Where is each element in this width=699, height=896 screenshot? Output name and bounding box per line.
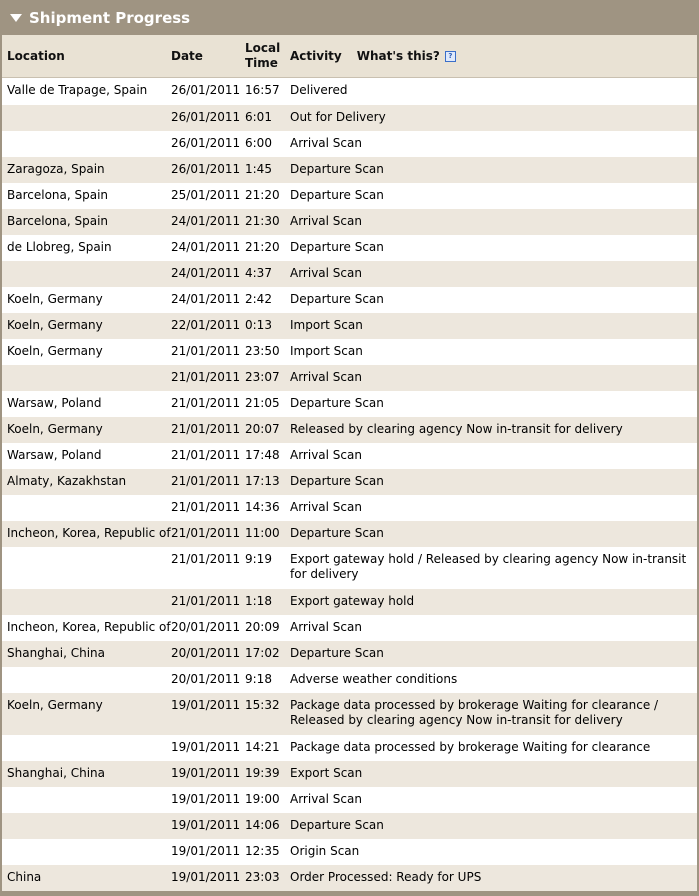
table-row [2, 105, 697, 131]
cell-time: 14:21 [245, 740, 280, 754]
cell-time: 11:00 [245, 526, 280, 540]
cell-activity: Departure Scan [290, 474, 384, 488]
cell-activity: Departure Scan [290, 188, 384, 202]
cell-time: 0:13 [245, 318, 272, 332]
cell-activity: Export gateway hold [290, 594, 415, 608]
cell-date: 24/01/2011 [171, 266, 241, 280]
table-row [2, 339, 697, 365]
cell-time: 20:07 [245, 422, 280, 436]
cell-time: 23:50 [245, 344, 280, 358]
cell-activity: Import Scan [290, 318, 363, 332]
cell-time: 6:00 [245, 136, 272, 150]
cell-date: 22/01/2011 [171, 318, 241, 332]
cell-activity: Arrival Scan [290, 370, 362, 384]
table-row [2, 693, 697, 735]
cell-location [2, 266, 171, 287]
cell-location: Almaty, Kazakhstan [7, 474, 127, 488]
table-row [2, 183, 697, 209]
collapse-arrow-icon[interactable] [10, 14, 22, 22]
cell-activity: Package data processed by brokerage Waiting for clearance [290, 740, 651, 754]
table-row [2, 235, 697, 261]
cell-date: 26/01/2011 [171, 110, 241, 124]
cell-time: 21:30 [245, 214, 280, 228]
cell-time: 17:48 [245, 448, 280, 462]
cell-activity: Departure Scan [290, 162, 384, 176]
cell-time: 21:20 [245, 240, 280, 254]
cell-location: de Llobreg, Spain [7, 240, 112, 254]
cell-location [2, 818, 171, 839]
cell-location [2, 370, 171, 391]
cell-activity: Arrival Scan [290, 620, 362, 634]
table-row [2, 78, 697, 105]
cell-time: 14:36 [245, 500, 280, 514]
table-row [2, 641, 697, 667]
cell-activity: Arrival Scan [290, 792, 362, 806]
cell-time: 9:19 [245, 552, 272, 566]
cell-time: 12:35 [245, 844, 280, 858]
cell-activity: Out for Delivery [290, 110, 386, 124]
cell-location: Zaragoza, Spain [7, 162, 105, 176]
table-row [2, 313, 697, 339]
table-row [2, 443, 697, 469]
cell-date: 21/01/2011 [171, 474, 241, 488]
cell-activity: Departure Scan [290, 240, 384, 254]
cell-activity: Arrival Scan [290, 214, 362, 228]
cell-location [2, 672, 171, 693]
cell-activity: Departure Scan [290, 396, 384, 410]
cell-time: 17:02 [245, 646, 280, 660]
cell-location [2, 500, 171, 521]
cell-location: Shanghai, China [7, 766, 105, 780]
cell-activity: Arrival Scan [290, 500, 362, 514]
cell-date: 21/01/2011 [171, 422, 241, 436]
cell-activity: Delivered [290, 83, 348, 97]
cell-activity: Arrival Scan [290, 136, 362, 150]
cell-location: Warsaw, Poland [7, 448, 102, 462]
cell-location [2, 110, 171, 131]
cell-location: Barcelona, Spain [7, 214, 109, 228]
cell-date: 21/01/2011 [171, 526, 241, 540]
cell-date: 19/01/2011 [171, 792, 241, 806]
cell-time: 17:13 [245, 474, 280, 488]
cell-time: 21:20 [245, 188, 280, 202]
cell-time: 16:57 [245, 83, 280, 97]
cell-time: 19:00 [245, 792, 280, 806]
cell-location: Koeln, Germany [7, 698, 103, 712]
cell-activity: Import Scan [290, 344, 363, 358]
whats-this-link[interactable] [357, 49, 456, 63]
table-row [2, 547, 697, 589]
cell-time: 14:06 [245, 818, 280, 832]
cell-time: 1:45 [245, 162, 272, 176]
table-row [2, 391, 697, 417]
cell-activity: Export Scan [290, 766, 363, 780]
cell-date: 26/01/2011 [171, 162, 241, 176]
cell-activity: Export gateway hold / Released by clearing agency Now in-transit for delivery [290, 552, 687, 581]
cell-time: 23:07 [245, 370, 280, 384]
cell-date: 19/01/2011 [171, 698, 241, 712]
cell-date: 20/01/2011 [171, 646, 241, 660]
cell-activity: Departure Scan [290, 526, 384, 540]
cell-date: 24/01/2011 [171, 240, 241, 254]
help-icon[interactable]: ? [445, 51, 456, 62]
local-time-line2: Time [245, 56, 278, 70]
cell-date: 25/01/2011 [171, 188, 241, 202]
cell-time: 23:03 [245, 870, 280, 884]
table-row [2, 521, 697, 547]
cell-location: Incheon, Korea, Republic of [7, 526, 171, 540]
panel-title: Shipment Progress [29, 8, 191, 27]
table-row [2, 761, 697, 787]
cell-activity: Departure Scan [290, 292, 384, 306]
column-header-location: Location [7, 49, 65, 63]
table-row [2, 589, 697, 615]
table-row [2, 787, 697, 813]
cell-activity: Departure Scan [290, 818, 384, 832]
cell-activity: Origin Scan [290, 844, 360, 858]
cell-date: 21/01/2011 [171, 370, 241, 384]
cell-time: 2:42 [245, 292, 272, 306]
table-row [2, 615, 697, 641]
table-row [2, 813, 697, 839]
cell-location: Koeln, Germany [7, 422, 103, 436]
table-row [2, 495, 697, 521]
cell-time: 4:37 [245, 266, 272, 280]
cell-date: 19/01/2011 [171, 870, 241, 884]
cell-date: 21/01/2011 [171, 500, 241, 514]
table-row [2, 209, 697, 235]
table-row [2, 261, 697, 287]
cell-time: 6:01 [245, 110, 272, 124]
cell-date: 20/01/2011 [171, 672, 241, 686]
cell-date: 19/01/2011 [171, 844, 241, 858]
table-row [2, 667, 697, 693]
cell-activity: Order Processed: Ready for UPS [290, 870, 482, 884]
cell-location [2, 792, 171, 813]
cell-location [2, 594, 171, 615]
cell-location: China [7, 870, 42, 884]
table-header [2, 35, 697, 78]
table-row [2, 865, 697, 891]
cell-date: 20/01/2011 [171, 620, 241, 634]
cell-date: 21/01/2011 [171, 396, 241, 410]
column-header-date: Date [171, 49, 203, 63]
shipment-rows [2, 78, 697, 891]
column-header-local-time [245, 35, 290, 77]
cell-location [2, 552, 171, 589]
cell-location: Koeln, Germany [7, 318, 103, 332]
cell-location [2, 136, 171, 157]
cell-date: 26/01/2011 [171, 83, 241, 97]
cell-date: 21/01/2011 [171, 552, 241, 566]
cell-time: 1:18 [245, 594, 272, 608]
table-row [2, 735, 697, 761]
local-time-line1: Local [245, 41, 281, 55]
table-row [2, 417, 697, 443]
cell-date: 19/01/2011 [171, 766, 241, 780]
cell-activity: Released by clearing agency Now in-transit for delivery [290, 422, 623, 436]
cell-date: 21/01/2011 [171, 594, 241, 608]
table-row [2, 157, 697, 183]
cell-date: 24/01/2011 [171, 214, 241, 228]
cell-activity: Arrival Scan [290, 266, 362, 280]
cell-date: 21/01/2011 [171, 344, 241, 358]
cell-activity: Adverse weather conditions [290, 672, 458, 686]
cell-location: Incheon, Korea, Republic of [7, 620, 171, 634]
cell-date: 24/01/2011 [171, 292, 241, 306]
cell-location: Koeln, Germany [7, 292, 103, 306]
table-row [2, 131, 697, 157]
table-row [2, 287, 697, 313]
cell-date: 19/01/2011 [171, 818, 241, 832]
column-header-activity [290, 35, 697, 77]
whats-this-label[interactable]: What's this? [356, 49, 440, 63]
cell-location [2, 844, 171, 865]
cell-location: Warsaw, Poland [7, 396, 102, 410]
table-row [2, 469, 697, 495]
cell-activity: Package data processed by brokerage Waiting for clearance / Released by clearing agency Now in-transit for delivery [290, 698, 659, 727]
table-row [2, 365, 697, 391]
table-row [2, 839, 697, 865]
cell-location: Valle de Trapage, Spain [7, 83, 148, 97]
cell-location: Barcelona, Spain [7, 188, 109, 202]
cell-date: 19/01/2011 [171, 740, 241, 754]
cell-time: 15:32 [245, 698, 280, 712]
activity-label: Activity [290, 49, 342, 63]
cell-time: 21:05 [245, 396, 280, 410]
cell-location: Shanghai, China [7, 646, 105, 660]
cell-location: Koeln, Germany [7, 344, 103, 358]
cell-date: 26/01/2011 [171, 136, 241, 150]
cell-activity: Departure Scan [290, 646, 384, 660]
cell-time: 19:39 [245, 766, 280, 780]
cell-activity: Arrival Scan [290, 448, 362, 462]
cell-time: 20:09 [245, 620, 280, 634]
cell-date: 21/01/2011 [171, 448, 241, 462]
cell-location [2, 740, 171, 761]
panel-header[interactable] [2, 0, 697, 35]
cell-time: 9:18 [245, 672, 272, 686]
